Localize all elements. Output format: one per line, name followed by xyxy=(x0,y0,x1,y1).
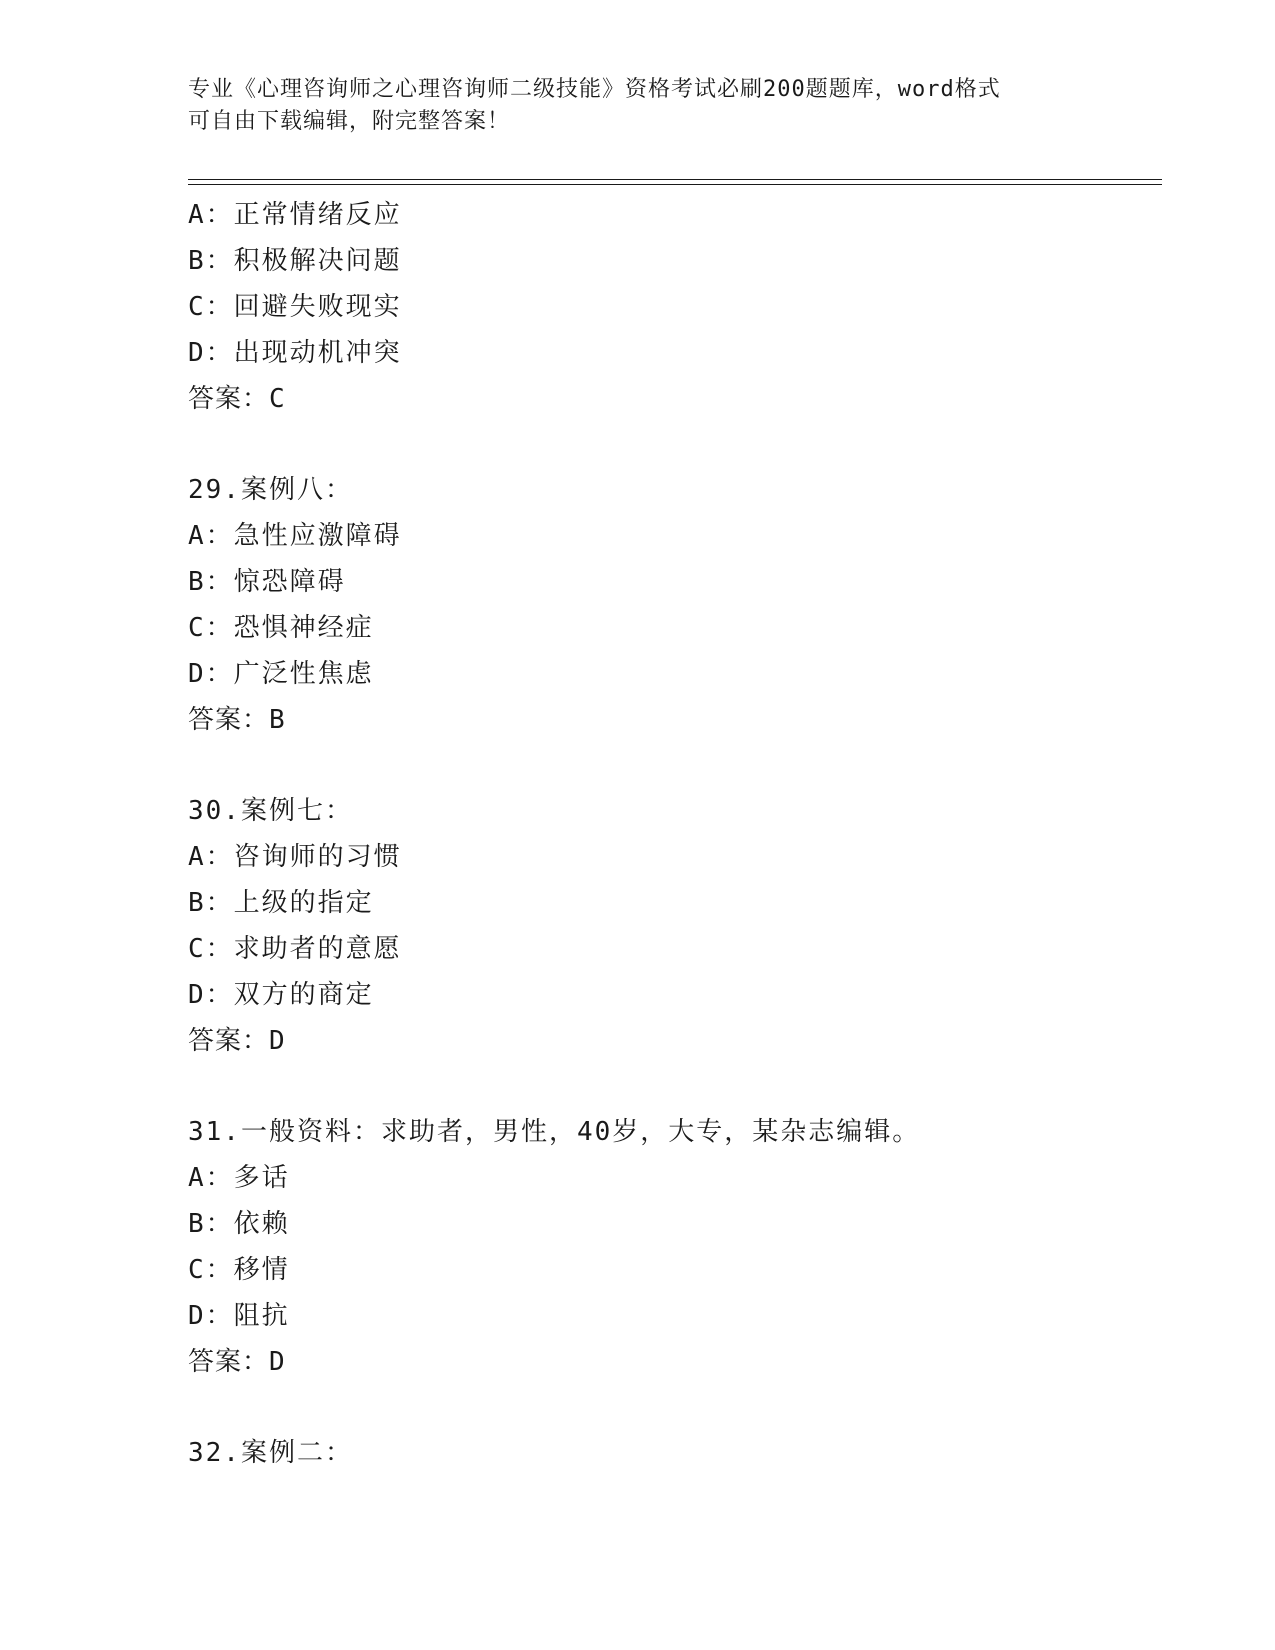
question-stem: 31.一般资料：求助者，男性，40岁，大专，某杂志编辑。 xyxy=(188,1117,921,1147)
option-b: B：上级的指定 xyxy=(188,888,374,918)
question-stem: 29.案例八： xyxy=(188,475,353,505)
question-block xyxy=(188,192,1148,422)
option-c: C：求助者的意愿 xyxy=(188,934,402,964)
question-stem: 30.案例七： xyxy=(188,796,353,826)
answer-line: 答案：C xyxy=(188,384,286,414)
answer-line: 答案：D xyxy=(188,1347,286,1377)
question-block xyxy=(188,788,1148,1064)
option-c: C：恐惧神经症 xyxy=(188,613,374,643)
answer-line: 答案：D xyxy=(188,1026,286,1056)
option-a: A：正常情绪反应 xyxy=(188,200,402,230)
question-block xyxy=(188,1430,1148,1476)
spacer xyxy=(188,1385,1148,1430)
option-d: D：阻抗 xyxy=(188,1301,290,1331)
option-a: A：多话 xyxy=(188,1163,290,1193)
spacer xyxy=(188,1064,1148,1109)
option-d: D：出现动机冲突 xyxy=(188,338,402,368)
question-list xyxy=(188,192,1148,1476)
option-b: B：依赖 xyxy=(188,1209,290,1239)
header-divider-top xyxy=(188,179,1162,180)
header-title-line: 专业《心理咨询师之心理咨询师二级技能》资格考试必刷200题题库，word格式 xyxy=(188,77,1001,102)
option-a: A：急性应激障碍 xyxy=(188,521,402,551)
option-c: C：移情 xyxy=(188,1255,290,1285)
header-divider-bottom xyxy=(188,184,1162,185)
spacer xyxy=(188,743,1148,788)
option-b: B：惊恐障碍 xyxy=(188,567,346,597)
question-block xyxy=(188,467,1148,743)
question-block xyxy=(188,1109,1148,1385)
option-d: D：广泛性焦虑 xyxy=(188,659,374,689)
document-header xyxy=(188,74,1088,138)
answer-line: 答案：B xyxy=(188,705,286,735)
option-b: B：积极解决问题 xyxy=(188,246,402,276)
option-d: D：双方的商定 xyxy=(188,980,374,1010)
question-stem: 32.案例二： xyxy=(188,1438,353,1468)
header-subtitle-line: 可自由下载编辑，附完整答案！ xyxy=(188,109,511,134)
option-a: A：咨询师的习惯 xyxy=(188,842,402,872)
spacer xyxy=(188,422,1148,467)
option-c: C：回避失败现实 xyxy=(188,292,402,322)
